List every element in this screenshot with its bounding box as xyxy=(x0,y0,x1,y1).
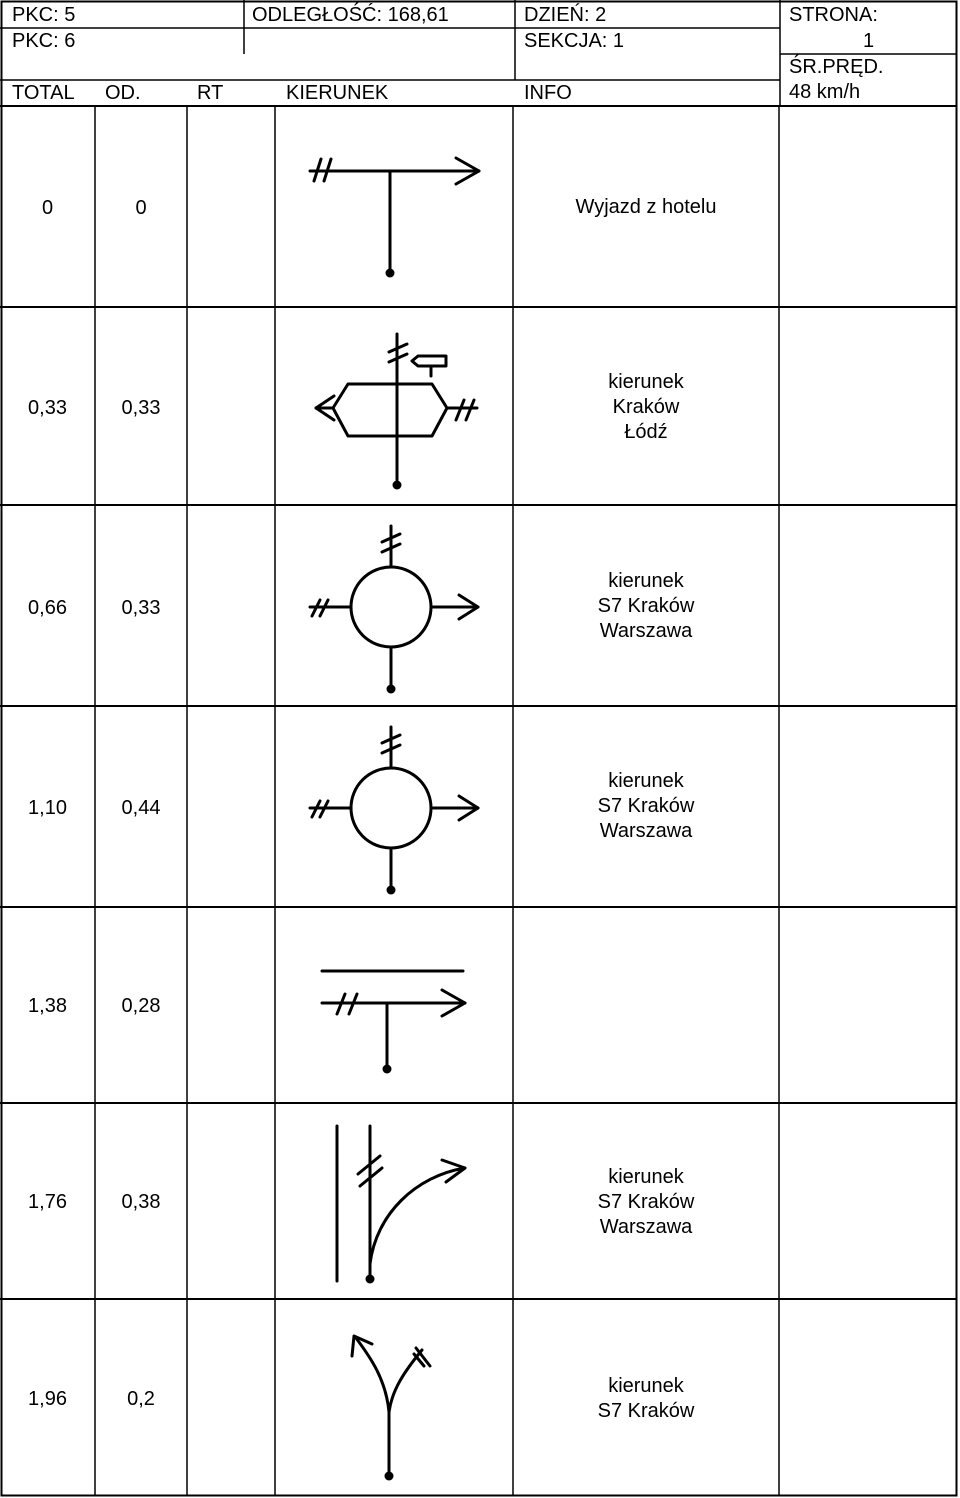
partial-distance: 0,33 xyxy=(121,597,161,619)
total-distance: 1,76 xyxy=(28,1191,67,1213)
hexagon-roundabout-left-icon xyxy=(276,308,512,504)
partial-distance: 0 xyxy=(135,197,147,219)
total-distance: 1,38 xyxy=(28,995,67,1017)
col-rt-header: RT xyxy=(197,82,224,104)
info-text: kierunek S7 Kraków Warszawa xyxy=(597,1166,695,1238)
info-text: kierunek Kraków Łódź xyxy=(608,371,684,443)
distance-label: ODLEGŁOŚĆ: 168,61 xyxy=(252,4,449,26)
col-od-header: OD. xyxy=(105,82,141,104)
partial-distance: 0,2 xyxy=(127,1388,155,1410)
total-distance: 1,10 xyxy=(28,797,67,819)
info-text: kierunek S7 Kraków Warszawa xyxy=(597,770,695,842)
partial-distance: 0,33 xyxy=(121,397,161,419)
page-number: 1 xyxy=(862,30,875,52)
partial-distance: 0,38 xyxy=(121,1191,161,1213)
page-label: STRONA: xyxy=(789,4,878,26)
col-total-header: TOTAL xyxy=(12,82,75,104)
info-text: kierunek S7 Kraków xyxy=(597,1375,695,1422)
pkc-end: PKC: 6 xyxy=(12,30,76,52)
avg-speed-value: 48 km/h xyxy=(789,81,861,103)
total-distance: 1,96 xyxy=(28,1388,67,1410)
total-distance: 0 xyxy=(41,197,54,219)
t-junction-right-icon xyxy=(276,107,512,306)
col-direction-header: KIERUNEK xyxy=(286,82,389,104)
section-label: SEKCJA: 1 xyxy=(524,30,625,52)
roundabout-right-icon xyxy=(276,506,512,705)
info-text: Wyjazd z hotelu xyxy=(575,196,717,218)
info-text: kierunek S7 Kraków Warszawa xyxy=(597,570,695,642)
col-info-header: INFO xyxy=(524,82,572,104)
fork-right-curve-icon xyxy=(276,1104,512,1298)
roundabout-right-icon xyxy=(276,707,512,906)
total-distance: 0,33 xyxy=(28,397,67,419)
partial-distance: 0,28 xyxy=(121,995,161,1017)
partial-distance: 0,44 xyxy=(121,797,161,819)
day-label: DZIEŃ: 2 xyxy=(524,4,607,26)
t-junction-right-icon xyxy=(276,908,512,1102)
y-fork-left-icon xyxy=(276,1300,512,1496)
pkc-start: PKC: 5 xyxy=(12,4,76,26)
avg-speed-label: ŚR.PRĘD. xyxy=(789,56,884,78)
total-distance: 0,66 xyxy=(28,597,67,619)
